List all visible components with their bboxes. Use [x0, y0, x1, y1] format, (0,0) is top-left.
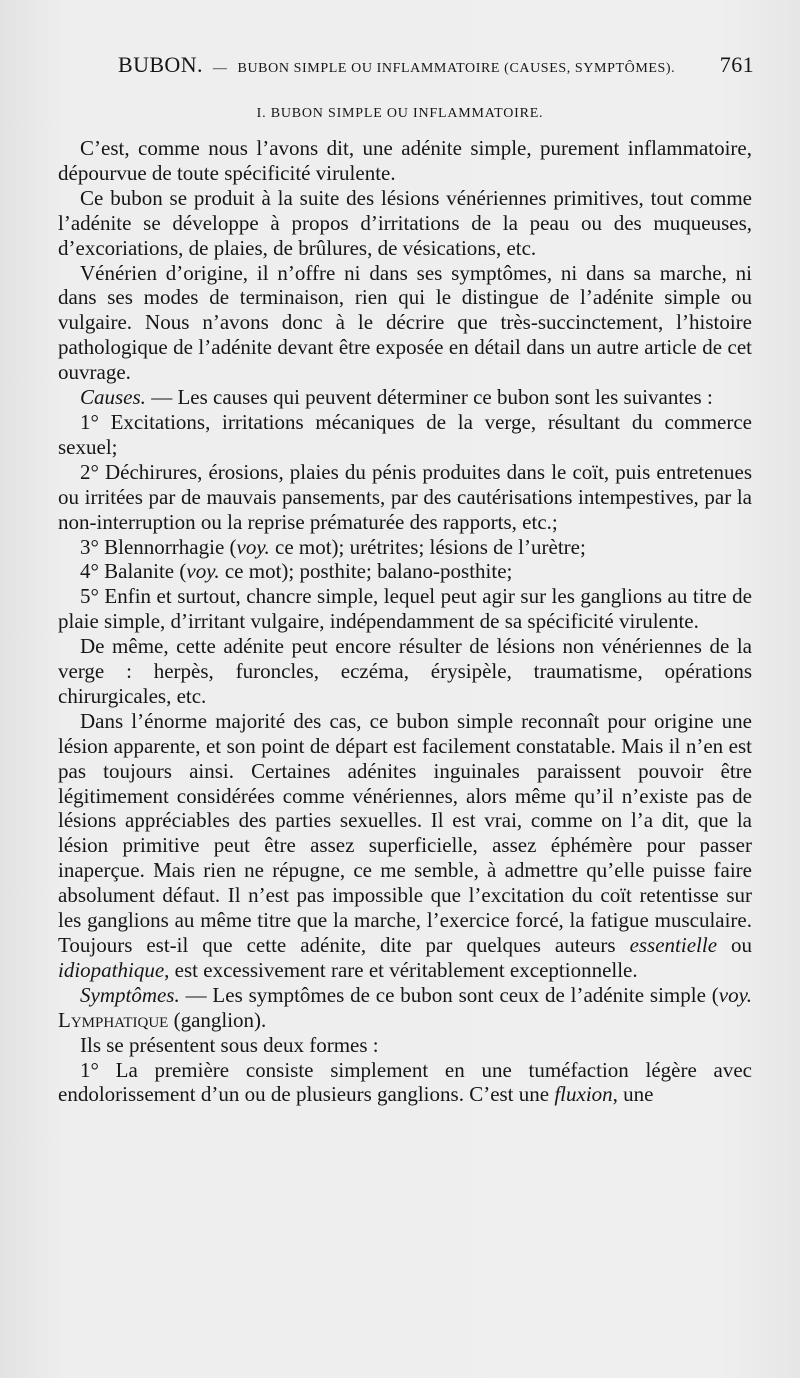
body-text [58, 136, 752, 1107]
list-item [58, 535, 752, 560]
header-dash: — [212, 61, 228, 76]
paragraph: Ils se présentent sous deux formes : [80, 1032, 379, 1057]
list-item [58, 1058, 752, 1108]
text-run: — Les symptômes de ce bubon sont ceux de l’adénite simple ( [179, 982, 719, 1007]
list-item [58, 559, 752, 584]
text-run: 4° Balanite ( [80, 559, 187, 584]
italic-term: idiopathique [58, 957, 165, 982]
header-subtitle: BUBON SIMPLE OU INFLAMMATOIRE (CAUSES, SYMPTÔMES). [237, 61, 676, 76]
paragraph: C’est, comme nous l’avons dit, une adénite simple, purement inflammatoire, dépourvue de toute spécificité virulente. [58, 136, 752, 185]
text-run: (ganglion). [168, 1007, 267, 1032]
text-run: ou [717, 933, 753, 957]
causes-heading: Causes. [80, 385, 146, 410]
voy-ref: voy. [236, 534, 270, 559]
section-title: I. BUBON SIMPLE OU INFLAMMATOIRE. [256, 106, 544, 121]
list-item: 2° Déchirures, érosions, plaies du pénis produites dans le coït, puis entretenues ou irritées par de mauvais pansements, par des cautérisations intempestives, par la non-interruption ou la reprise prématurée des rapports, etc.; [58, 459, 752, 534]
italic-term: essentielle [629, 933, 718, 957]
text-run: 1° La première consiste simplement en une tuméfaction légère avec endolorissement d’un ou de plusieurs ganglions. C’est une [58, 1057, 752, 1107]
text-run: ce mot); urétrites; lésions de l’urètre; [269, 534, 586, 559]
paragraph: De même, cette adénite peut encore résulter de lésions non vénériennes de la verge : herpès, furoncles, eczéma, érysipèle, traumatisme, opérations chirurgicales, etc. [58, 634, 752, 708]
text-run: Dans l’énorme majorité des cas, ce bubon simple reconnaît pour origine une lésion apparente, et son point de départ est facilement constatable. Mais il n’en est pas toujours ainsi. Certaines adénites inguinales paraissent pouvoir être légitimement considérées comme vénériennes, alors même qu’il n’existe pas de lésions appréciables des parties sexuelles. Il est vrai, comme on l’a dit, que la lésion primitive peut être assez superficielle, assez éphémère pour passer inaperçue. Mais rien ne répugne, ce me semble, à admettre qu’elle puisse faire absolument défaut. Il n’est pas impossible que l’excitation du coït retentisse sur les ganglions au même titre que la marche, l’exercice forcé, la fatigue musculaire. Toujours est-il que cette adénite, dite par quelques auteurs [58, 708, 752, 957]
paragraph [58, 983, 752, 1033]
symptoms-heading: Symptômes. [80, 982, 180, 1007]
header-title: BUBON. [118, 52, 203, 77]
page-number: 761 [719, 52, 754, 77]
voy-ref: voy. [718, 982, 752, 1007]
text-run: — Les causes qui peuvent déterminer ce bubon sont les suivantes : [145, 385, 713, 410]
voy-ref: voy. [186, 559, 220, 584]
paragraph [58, 385, 752, 410]
text-run: , est excessivement rare et véritablement exceptionnelle. [164, 957, 638, 982]
running-head-title [118, 52, 675, 78]
text-run: 3° Blennorrhagie ( [80, 534, 237, 559]
paragraph: Ce bubon se produit à la suite des lésions vénériennes primitives, tout comme l’adénite se développe à propos d’irritations de la peau ou des muqueuses, d’excoriations, de plaies, de brûlures, de vésications, etc. [58, 185, 752, 260]
cross-reference: Lymphatique [58, 1007, 169, 1032]
text-run: , une [612, 1082, 654, 1107]
list-item: 1° Excitations, irritations mécaniques de la verge, résultant du commerce sexuel; [58, 409, 752, 459]
paragraph: Vénérien d’origine, il n’offre ni dans ses symptômes, ni dans sa marche, ni dans ses modes de terminaison, rien qui le distingue de l’adénite simple ou vulgaire. Nous n’avons donc à le décrire que très-succinctement, l’histoire pathologique de l’adénite devant être exposée en détail dans un autre article de cet ouvrage. [58, 260, 752, 385]
italic-term: fluxion [554, 1082, 613, 1107]
running-header [118, 52, 754, 78]
text-run: ce mot); posthite; balano-posthite; [219, 559, 513, 584]
paragraph [58, 709, 752, 983]
list-item: 5° Enfin et surtout, chancre simple, lequel peut agir sur les ganglions au titre de plaie simple, d’irritant vulgaire, indépendamment de sa spécificité virulente. [58, 584, 752, 634]
